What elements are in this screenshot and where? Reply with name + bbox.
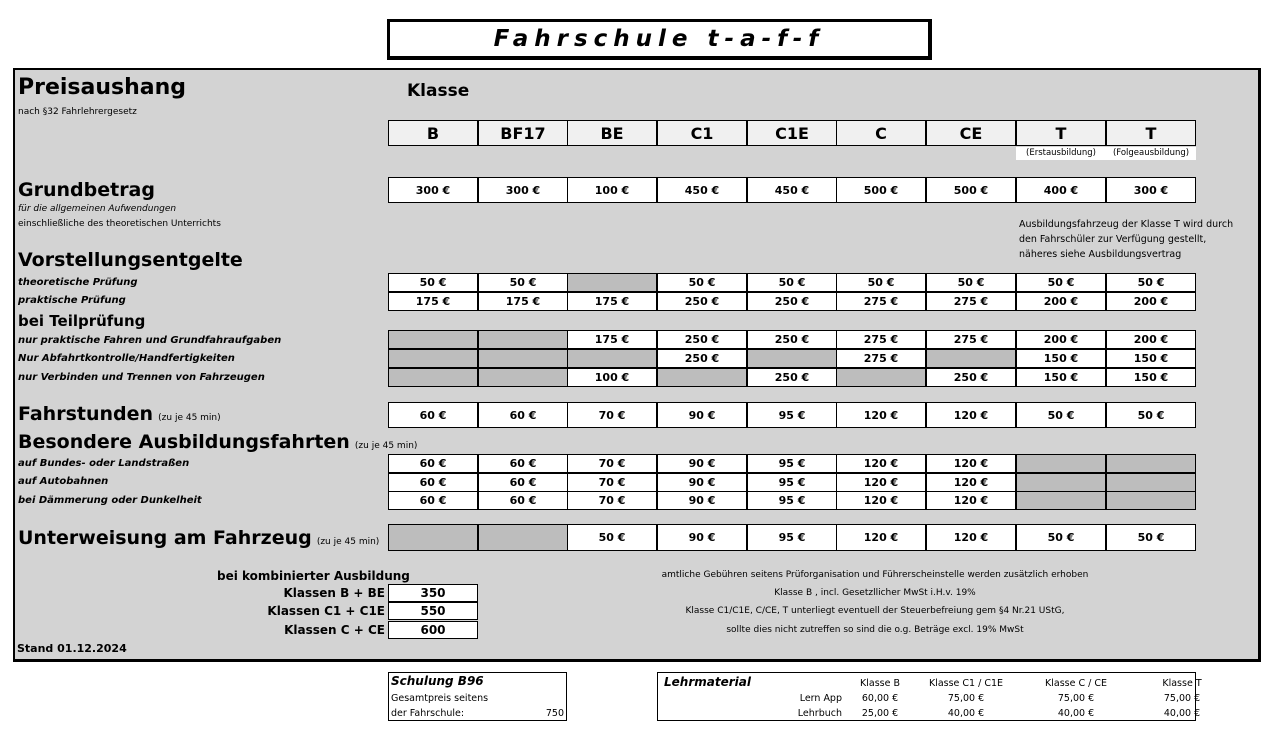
kombi-value-3: 600 [388,621,478,639]
unterweisung-cell-6: 120 € [926,524,1016,551]
teil1-cell-3: 250 € [657,330,747,349]
fahrstunden-cell-2: 70 € [567,402,657,428]
teil1-cell-4: 250 € [747,330,837,349]
teil1-cell-1 [478,330,568,349]
unterweisung-cell-3: 90 € [657,524,747,551]
lehrmaterial-title: Lehrmaterial [664,675,751,689]
kombi-row-label-1: Klassen B + BE [283,586,385,600]
besondere3-cell-7 [1016,491,1106,510]
lm-cell-0-3: 75,00 € [1163,693,1201,704]
teil3-cell-2: 100 € [567,368,657,387]
note-line-3: Klasse C1/C1E, C/CE, T unterliegt eventuell der Steuerbefreiung gem §4 Nr.21 UStG, [685,606,1065,616]
besondere2-cell-6: 120 € [926,473,1016,492]
lm-cell-0-2: 75,00 € [1057,693,1095,704]
besondere3-cell-0: 60 € [388,491,478,510]
heading-subtitle: nach §32 Fahrlehrergesetz [18,107,137,117]
teil2-cell-3: 250 € [657,349,747,368]
class-note-7: (Erstausbildung) [1016,147,1106,160]
theorie-cell-5: 50 € [836,273,926,292]
kombi-value-1: 350 [388,584,478,602]
unterweisung-cell-5: 120 € [836,524,926,551]
teil2-cell-2 [567,349,657,368]
class-header-8: T [1106,120,1196,146]
praxis-cell-4: 250 € [747,292,837,311]
teil3-cell-4: 250 € [747,368,837,387]
praxis-cell-7: 200 € [1016,292,1106,311]
lm-cell-0-0: 60,00 € [861,693,899,704]
teil2-cell-5: 275 € [836,349,926,368]
lm-col-header-2: Klasse C / CE [1045,678,1107,689]
lm-row-label-1: Lehrbuch [797,708,842,719]
b96-title: Schulung B96 [391,674,484,688]
row-label-teil-3: nur Verbinden und Trennen von Fahrzeugen [18,372,265,383]
praxis-cell-8: 200 € [1106,292,1196,311]
lm-cell-1-3: 40,00 € [1163,708,1201,719]
grundbetrag-cell-2: 100 € [567,177,657,203]
teil2-cell-6 [926,349,1016,368]
class-header-1: BF17 [478,120,568,146]
praxis-cell-0: 175 € [388,292,478,311]
grundbetrag-cell-6: 500 € [926,177,1016,203]
lm-col-header-1: Klasse C1 / C1E [928,678,1004,689]
besondere-label: Besondere Ausbildungsfahrten [18,431,350,453]
class-header-3: C1 [657,120,747,146]
t-note-line1: Ausbildungsfahrzeug der Klasse T wird durch [1019,219,1234,230]
row-label-praxis: praktische Prüfung [18,295,126,306]
teil2-cell-0 [388,349,478,368]
fahrstunden-cell-4: 95 € [747,402,837,428]
besondere3-cell-2: 70 € [567,491,657,510]
fahrstunden-cell-7: 50 € [1016,402,1106,428]
teil3-cell-0 [388,368,478,387]
t-note-line2: den Fahrschüler zur Verfügung gestellt, [1019,234,1207,245]
teil1-cell-7: 200 € [1016,330,1106,349]
theorie-cell-2 [567,273,657,292]
fahrstunden-cell-3: 90 € [657,402,747,428]
besondere1-cell-3: 90 € [657,454,747,473]
unterweisung-cell-1 [478,524,568,551]
teil1-cell-6: 275 € [926,330,1016,349]
teil2-cell-1 [478,349,568,368]
besondere2-cell-7 [1016,473,1106,492]
grundbetrag-cell-4: 450 € [747,177,837,203]
fahrstunden-cell-0: 60 € [388,402,478,428]
lm-cell-0-1: 75,00 € [947,693,985,704]
fahrstunden-label: Fahrstunden [18,403,154,425]
besondere3-cell-8 [1106,491,1196,510]
kombi-label: bei kombinierter Ausbildung [217,569,410,583]
teil1-cell-5: 275 € [836,330,926,349]
teil1-cell-2: 175 € [567,330,657,349]
unterweisung-heading [18,527,379,549]
kombi-value-2: 550 [388,602,478,620]
teil1-cell-0 [388,330,478,349]
vorstellung-label: Vorstellungsentgelte [18,249,243,271]
lm-cell-1-0: 25,00 € [861,708,899,719]
note-line-4: sollte dies nicht zutreffen so sind die o.g. Beträge excl. 19% MwSt [726,625,1024,635]
class-header-4: C1E [747,120,837,146]
teil3-cell-8: 150 € [1106,368,1196,387]
besondere-heading [18,431,417,453]
besondere3-cell-3: 90 € [657,491,747,510]
besondere1-cell-4: 95 € [747,454,837,473]
teil3-cell-3 [657,368,747,387]
lehrmaterial-box [657,672,1202,721]
teil1-cell-8: 200 € [1106,330,1196,349]
fahrstunden-cell-1: 60 € [478,402,568,428]
besondere1-cell-1: 60 € [478,454,568,473]
theorie-cell-1: 50 € [478,273,568,292]
kombi-row-label-2: Klassen C1 + C1E [267,604,385,618]
besondere1-cell-6: 120 € [926,454,1016,473]
t-note-line3: näheres siehe Ausbildungsvertrag [1019,249,1182,260]
lm-cell-1-1: 40,00 € [947,708,985,719]
besondere1-cell-8 [1106,454,1196,473]
fahrstunden-note: (zu je 45 min) [158,413,221,423]
grundbetrag-cell-0: 300 € [388,177,478,203]
unterweisung-cell-7: 50 € [1016,524,1106,551]
besondere2-cell-4: 95 € [747,473,837,492]
besondere1-cell-5: 120 € [836,454,926,473]
b96-box [388,672,567,721]
praxis-cell-6: 275 € [926,292,1016,311]
heading: Preisaushang [18,75,187,100]
unterweisung-cell-2: 50 € [567,524,657,551]
besondere2-cell-5: 120 € [836,473,926,492]
grundbetrag-cell-7: 400 € [1016,177,1106,203]
grundbetrag-cell-3: 450 € [657,177,747,203]
teil3-cell-1 [478,368,568,387]
class-note-8: (Folgeausbildung) [1106,147,1196,160]
grundbetrag-desc2: einschließliche des theoretischen Unterrichts [18,219,221,229]
teil2-cell-8: 150 € [1106,349,1196,368]
besondere-note: (zu je 45 min) [354,441,418,451]
row-label-teil-2: Nur Abfahrtkontrolle/Handfertigkeiten [18,353,235,364]
class-header-6: CE [926,120,1016,146]
besondere2-cell-3: 90 € [657,473,747,492]
note-line-2: Klasse B , incl. Gesetzllicher MwSt i.H.v. 19% [774,588,976,598]
unterweisung-note: (zu je 45 min) [316,537,380,547]
class-header-0: B [388,120,478,146]
row-label-besondere-3: bei Dämmerung oder Dunkelheit [18,495,202,506]
teil2-cell-4 [747,349,837,368]
fahrstunden-cell-8: 50 € [1106,402,1196,428]
teil2-cell-7: 150 € [1016,349,1106,368]
stand-date: Stand 01.12.2024 [17,642,127,655]
besondere2-cell-1: 60 € [478,473,568,492]
kombi-row-label-3: Klassen C + CE [284,623,385,637]
lm-col-header-3: Klasse T [1162,678,1202,689]
besondere1-cell-0: 60 € [388,454,478,473]
lm-row-label-0: Lern App [799,693,842,704]
fahrstunden-heading [18,403,221,425]
lm-cell-1-2: 40,00 € [1057,708,1095,719]
besondere3-cell-6: 120 € [926,491,1016,510]
row-label-theorie: theoretische Prüfung [18,277,138,288]
theorie-cell-7: 50 € [1016,273,1106,292]
row-label-besondere-1: auf Bundes- oder Landstraßen [18,458,190,469]
besondere1-cell-2: 70 € [567,454,657,473]
fahrstunden-cell-5: 120 € [836,402,926,428]
unterweisung-cell-0 [388,524,478,551]
besondere2-cell-0: 60 € [388,473,478,492]
theorie-cell-3: 50 € [657,273,747,292]
grundbetrag-cell-1: 300 € [478,177,568,203]
praxis-cell-3: 250 € [657,292,747,311]
lm-col-header-0: Klasse B [860,678,900,689]
class-header-5: C [836,120,926,146]
theorie-cell-0: 50 € [388,273,478,292]
besondere3-cell-4: 95 € [747,491,837,510]
grundbetrag-cell-5: 500 € [836,177,926,203]
row-label-besondere-2: auf Autobahnen [18,476,109,487]
praxis-cell-1: 175 € [478,292,568,311]
b96-line1: Gesamtpreis seitens [391,693,489,704]
teil-label: bei Teilprüfung [18,312,146,330]
besondere3-cell-5: 120 € [836,491,926,510]
grundbetrag-label: Grundbetrag [18,179,155,201]
besondere2-cell-8 [1106,473,1196,492]
theorie-cell-6: 50 € [926,273,1016,292]
teil3-cell-6: 250 € [926,368,1016,387]
unterweisung-cell-4: 95 € [747,524,837,551]
theorie-cell-4: 50 € [747,273,837,292]
besondere3-cell-1: 60 € [478,491,568,510]
class-header-7: T [1016,120,1106,146]
grundbetrag-desc1: für die allgemeinen Aufwendungen [18,204,177,214]
fahrstunden-cell-6: 120 € [926,402,1016,428]
besondere2-cell-2: 70 € [567,473,657,492]
class-header-2: BE [567,120,657,146]
grundbetrag-cell-8: 300 € [1106,177,1196,203]
b96-line2: der Fahrschule: [391,708,465,719]
klasse-label: Klasse [407,81,470,101]
praxis-cell-2: 175 € [567,292,657,311]
b96-value: 750 [545,708,564,719]
unterweisung-label: Unterweisung am Fahrzeug [18,527,312,549]
unterweisung-cell-8: 50 € [1106,524,1196,551]
teil3-cell-7: 150 € [1016,368,1106,387]
note-line-1: amtliche Gebühren seitens Prüforganisation und Führerscheinstelle werden zusätzlich erhoben [661,570,1089,580]
besondere1-cell-7 [1016,454,1106,473]
page-title: Fahrschule t-a-f-f [387,19,932,60]
theorie-cell-8: 50 € [1106,273,1196,292]
praxis-cell-5: 275 € [836,292,926,311]
teil3-cell-5 [836,368,926,387]
row-label-teil-1: nur praktische Fahren und Grundfahraufgaben [18,335,282,346]
